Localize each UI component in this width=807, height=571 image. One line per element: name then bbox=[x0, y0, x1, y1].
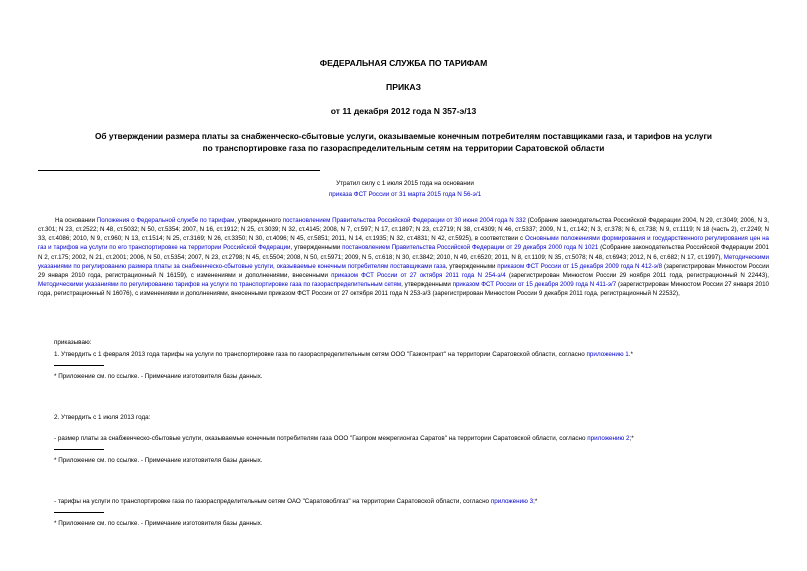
preamble-text: , утвержденными bbox=[290, 244, 343, 252]
appendix-1-link[interactable]: приложению 1 bbox=[586, 351, 629, 358]
item-1-text: 1. Утвердить с 1 февраля 2013 года тарифы на услуги по транспортировке газа по газораспределительным сетям ООО "Газконтракт" на территории Саратовской области, согласно bbox=[54, 351, 587, 358]
agency-name: ФЕДЕРАЛЬНАЯ СЛУЖБА ПО ТАРИФАМ bbox=[319, 58, 488, 68]
reference-link[interactable]: постановлением Правительства Российской Федерации от 29 декабря 2000 года N 1021 bbox=[342, 244, 599, 252]
footnote-1: * Приложение см. по ссылке. - Примечание изготовителя базы данных. bbox=[54, 373, 263, 380]
footnote-3: * Приложение см. по ссылке. - Примечание изготовителя базы данных. bbox=[54, 520, 263, 527]
document-type: ПРИКАЗ bbox=[386, 82, 421, 92]
item-2a-tail: ;* bbox=[629, 435, 634, 442]
status-note bbox=[185, 178, 625, 200]
preamble-text: , утвержденными bbox=[445, 262, 498, 270]
order-word: приказываю: bbox=[54, 339, 92, 346]
item-2a-text: - размер платы за снабженческо-сбытовые услуги, оказываемые конечным потребителям газа ООО "Газпром межрегионгаз Саратов" на территории Саратовской области, согласно bbox=[54, 435, 588, 442]
reference-link[interactable]: приказом ФСТ России от 15 декабря 2009 года N 411-э/7 bbox=[452, 281, 617, 289]
item-2b bbox=[54, 498, 537, 505]
document-date-number: от 11 декабря 2012 года N 357-э/13 bbox=[330, 106, 477, 116]
reference-link[interactable]: постановлением Правительства Российской Федерации от 30 июня 2004 года N 332 bbox=[282, 217, 526, 224]
footnote-divider-2 bbox=[54, 449, 104, 450]
preamble-text: , утвержденного bbox=[234, 217, 283, 224]
item-2a bbox=[54, 435, 634, 442]
preamble-text: (зарегистрирован Минюстом России 29 ноября 2011 года, регистрационный N 22443), bbox=[505, 271, 769, 279]
appendix-2-link[interactable]: приложению 2 bbox=[587, 435, 630, 442]
preamble-text: (Собрание законодательства Российской Федерации 2001 N 2, ст.175; 2002, N 21, ст.2001; 2006, N 50, ст.5354; 2007, N 23, ст.2798; N 45, ст.5504; 2008, N 50, ст.5971; 2009, N 5, ст.618; N 30, ст.3842; 2010, N 49, ст.6520; 2011, N 8, ст.1109; N 35, ст.5078; N 48, ст.6943; 2012, N 6, ст.682; N 17, ст.1997), bbox=[38, 244, 769, 261]
item-1 bbox=[54, 351, 633, 358]
preamble-text: (зарегистрирован Минюстом России 27 января 2010 года, регистрационный N 16076), с изменениями и дополнениями, внесенными приказом ФСТ России от 27 октября 2011 года N 253-э/3 (зарегистрирован Минюстом России 9 декабря 2011 года, регистрационный N 22532), bbox=[38, 281, 769, 298]
title-divider bbox=[38, 170, 320, 171]
item-2b-tail: ;* bbox=[533, 498, 538, 505]
reference-link[interactable]: Методическими указаниями по регулированию размера платы за снабженческо-сбытовые услуги, оказываемые конечным потребителям поставщиками газа bbox=[38, 253, 769, 270]
item-1-tail: .* bbox=[628, 351, 634, 358]
item-2b-text: - тарифы на услуги по транспортировке газа по газораспределительным сетям ОАО "Саратовоблгаз" на территории Саратовской области, согласно bbox=[54, 498, 491, 505]
footnote-divider-1 bbox=[54, 365, 104, 366]
status-note-link[interactable]: приказа ФСТ России от 31 марта 2015 года N 56-э/1 bbox=[328, 191, 482, 198]
preamble-text: , утвержденными bbox=[401, 281, 453, 289]
footnote-2: * Приложение см. по ссылке. - Примечание изготовителя базы данных. bbox=[54, 457, 263, 464]
reference-link[interactable]: Основными положениями формирования и государственного регулирования цен на газ и тарифов на услуги по его транспортировке на территории Российской Федерации bbox=[38, 235, 769, 252]
item-2: 2. Утвердить с 1 июля 2013 года: bbox=[54, 414, 151, 421]
appendix-3-link[interactable]: приложению 3 bbox=[490, 498, 534, 505]
reference-link[interactable]: Методическими указаниями по регулированию тарифов на услуги по транспортировке газа по газораспределительным сетям bbox=[38, 281, 402, 289]
preamble-text: (зарегистрирован Минюстом России 29 января 2010 года, регистрационный N 16159), с изменениями и дополнениями, внесенными bbox=[38, 262, 769, 279]
preamble-paragraph bbox=[38, 216, 769, 298]
reference-link[interactable]: приказом ФСТ России от 27 октября 2011 года N 254-э/4 bbox=[331, 271, 506, 279]
footnote-divider-3 bbox=[54, 512, 104, 513]
preamble-text: На основании bbox=[55, 217, 97, 224]
reference-link[interactable]: приказом ФСТ России от 15 декабря 2009 года N 412-э/8 bbox=[497, 262, 663, 270]
document-title: Об утверждении размера платы за снабженческо-сбытовые услуги, оказываемые конечным потребителям поставщиками газа, и тарифов на услуги по транспортировке газа по газораспределительным сетям на территории Саратовской области bbox=[94, 131, 713, 153]
reference-link[interactable]: Положения о Федеральной службе по тарифам bbox=[96, 217, 235, 224]
preamble-text: (Собрание законодательства Российской Федерации 2004, N 29, ст.3049; 2006, N 3, ст.301; N 23, ст.2522; N 48, ст.5032; N 50, ст.5354; 2007, N 16, ст.1912; N 25, ст.3039; N 32, ст.4145; 2008, N 7, ст.597; N 17, ст.1897; N 23, ст.2719; N 38, ст.4309; N 46, ст.5337; 2009, N 1, ст.142; N 3, ст.378; N 6, ст.738; N 9, ст.1119; N 18 (часть 2), ст.2249; N 33, ст.4086; 2010, N 9, ст.960; N 13, ст.1514; N 25, ст.3169; N 26, ст.3350; N 30, ст.4096; N 45, ст.5851; 2011, N 14, ст.1935; N 32, ст.4831; N 42, ст.5925), в соответствии с bbox=[38, 217, 769, 243]
status-note-text: Утратил силу с 1 июля 2015 года на основании bbox=[336, 180, 474, 187]
